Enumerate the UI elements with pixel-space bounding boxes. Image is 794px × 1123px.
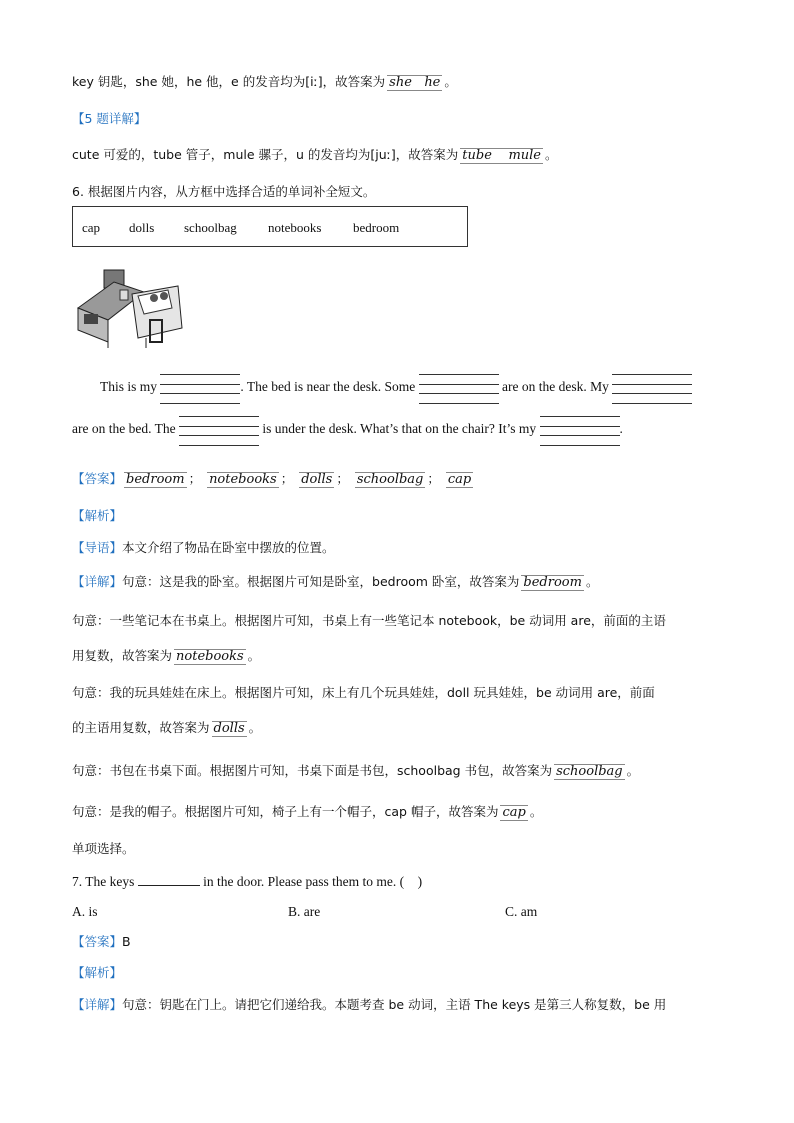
- word-bank-box: [72, 206, 468, 247]
- q7-option-b[interactable]: B. are: [288, 904, 321, 919]
- q6-answer-line: 【答案】 bedroom ； notebooks ； dolls ； schoolbag ； cap: [72, 471, 472, 487]
- detail-line-2b: 用复数，故答案为 notebooks 。: [72, 648, 261, 664]
- detail-line-3a: 句意：我的玩具娃娃在床上。根据图片可知，床上有几个玩具娃娃，doll 玩具娃娃，be 动词用 are，前面: [72, 685, 655, 700]
- word-bank-item: notebooks: [268, 220, 322, 235]
- q7-option-a[interactable]: A. is: [72, 904, 98, 919]
- bedroom-illustration: [74, 268, 186, 350]
- passage-line-2: are on the bed. The is under the desk. What’s that on the chair? It’s my .: [72, 420, 623, 439]
- q7-option-c[interactable]: C. am: [505, 904, 538, 919]
- q4-answer-line: key 钥匙，she 她，he 他，e 的发音均为[iː]，故答案为 she he 。: [72, 74, 457, 90]
- q5-answer-line: cute 可爱的，tube 管子，mule 骡子，u 的发音均为[juː]，故答案为 tube mule 。: [72, 147, 558, 163]
- q7-analysis-label: 【解析】: [72, 965, 123, 980]
- blank-2[interactable]: [419, 379, 499, 397]
- word-bank-item: cap: [82, 220, 101, 235]
- q7-blank[interactable]: [138, 872, 200, 886]
- blank-5[interactable]: [540, 421, 620, 439]
- word-bank-item: bedroom: [353, 220, 400, 235]
- detail-line-5: 句意：是我的帽子。根据图片可知，椅子上有一个帽子，cap 帽子，故答案为 cap 。: [72, 804, 543, 820]
- word-bank-item: schoolbag: [184, 220, 237, 235]
- q7-stem: 7. The keys in the door. Please pass them to me. ( ): [72, 874, 423, 889]
- q7-detail-line: 【详解】句意：钥匙在门上。请把它们递给我。本题考查 be 动词，主语 The keys 是第三人称复数，be 用: [72, 997, 667, 1012]
- analysis-label: 【解析】: [72, 508, 123, 523]
- handwritten-answer: tube mule: [462, 148, 541, 163]
- passage-line-1: This is my . The bed is near the desk. Some are on the desk. My: [100, 378, 692, 397]
- guide-line: 【导语】本文介绍了物品在卧室中摆放的位置。: [72, 540, 335, 555]
- detail-line-1: 【详解】句意：这是我的卧室。根据图片可知是卧室，bedroom 卧室，故答案为 bedroom 。: [72, 574, 599, 590]
- section-title: 单项选择。: [72, 841, 135, 856]
- q6-prompt: 6. 根据图片内容，从方框中选择合适的单词补全短文。: [72, 184, 376, 199]
- q7-answer-line: 【答案】B: [72, 934, 131, 949]
- word-bank-item: dolls: [129, 220, 155, 235]
- blank-1[interactable]: [160, 379, 240, 397]
- detail-line-3b: 的主语用复数，故答案为 dolls 。: [72, 720, 262, 736]
- detail-line-4: 句意：书包在书桌下面。根据图片可知，书桌下面是书包，schoolbag 书包，故答案为 schoolbag 。: [72, 763, 640, 779]
- detail-line-2a: 句意：一些笔记本在书桌上。根据图片可知，书桌上有一些笔记本 notebook，be 动词用 are，前面的主语: [72, 613, 666, 628]
- blank-3[interactable]: [612, 379, 692, 397]
- blank-4[interactable]: [179, 421, 259, 439]
- q5-header: 【5 题详解】: [72, 111, 147, 126]
- handwritten-answer: she he: [389, 75, 441, 90]
